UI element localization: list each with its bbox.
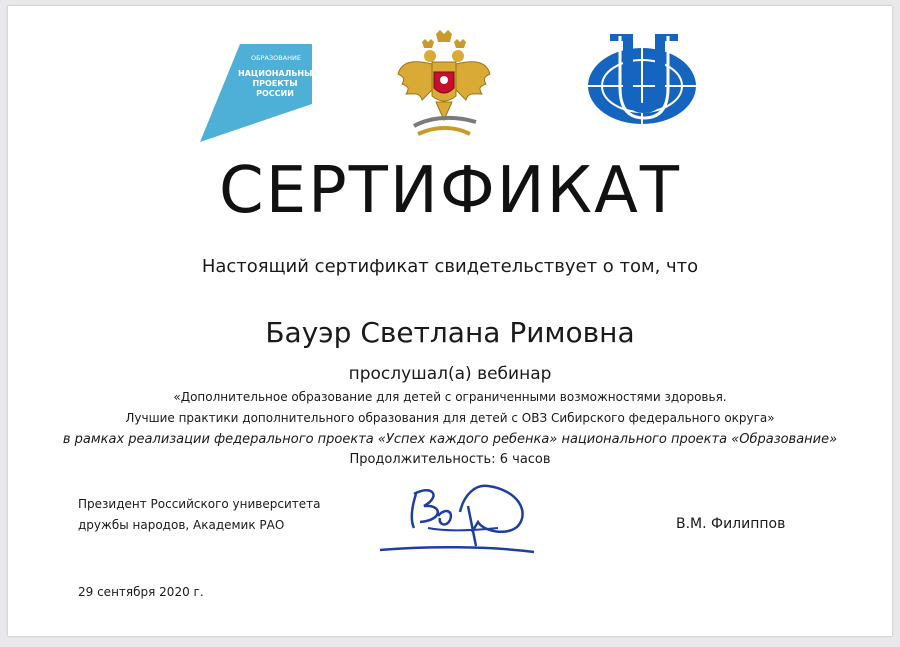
signatory-title-line2: дружбы народов, Академик РАО — [78, 518, 285, 532]
certificate-subtitle: Настоящий сертификат свидетельствует о том, что — [201, 256, 699, 277]
course-title-line2: Лучшие практики дополнительного образования для детей с ОВЗ Сибирского федерального округа» — [125, 411, 775, 425]
signatory-name: В.М. Филиппов — [676, 516, 786, 532]
np-logo-line1: ОБРАЗОВАНИЕ — [251, 54, 301, 62]
signatory-title-line1: Президент Российского университета — [78, 497, 321, 511]
np-logo-line2: НАЦИОНАЛЬНЫЕ — [238, 69, 318, 78]
np-logo-line4: РОССИИ — [256, 89, 294, 98]
duration-text: Продолжительность: 6 часов — [349, 452, 551, 467]
rudn-university-logo — [586, 34, 706, 134]
issue-date: 29 сентября 2020 г. — [78, 585, 204, 599]
listened-webinar-text: прослушал(а) вебинар — [348, 364, 552, 384]
np-logo-line3: ПРОЕКТЫ — [252, 79, 298, 88]
certificate-sheet — [8, 6, 892, 636]
recipient-name: Бауэр Светлана Римовна — [265, 316, 635, 349]
course-title-line1: «Дополнительное образование для детей с ограниченными возможностями здоровья. — [173, 390, 727, 404]
coat-of-arms-emblem — [396, 30, 492, 142]
certificate-title: СЕРТИФИКАТ — [219, 154, 681, 228]
handwritten-signature — [368, 476, 538, 560]
federal-project-text: в рамках реализации федерального проекта «Успех каждого ребенка» национального проекта «Образование» — [62, 432, 838, 447]
signatory-title — [78, 494, 320, 536]
national-projects-logo — [200, 44, 318, 142]
